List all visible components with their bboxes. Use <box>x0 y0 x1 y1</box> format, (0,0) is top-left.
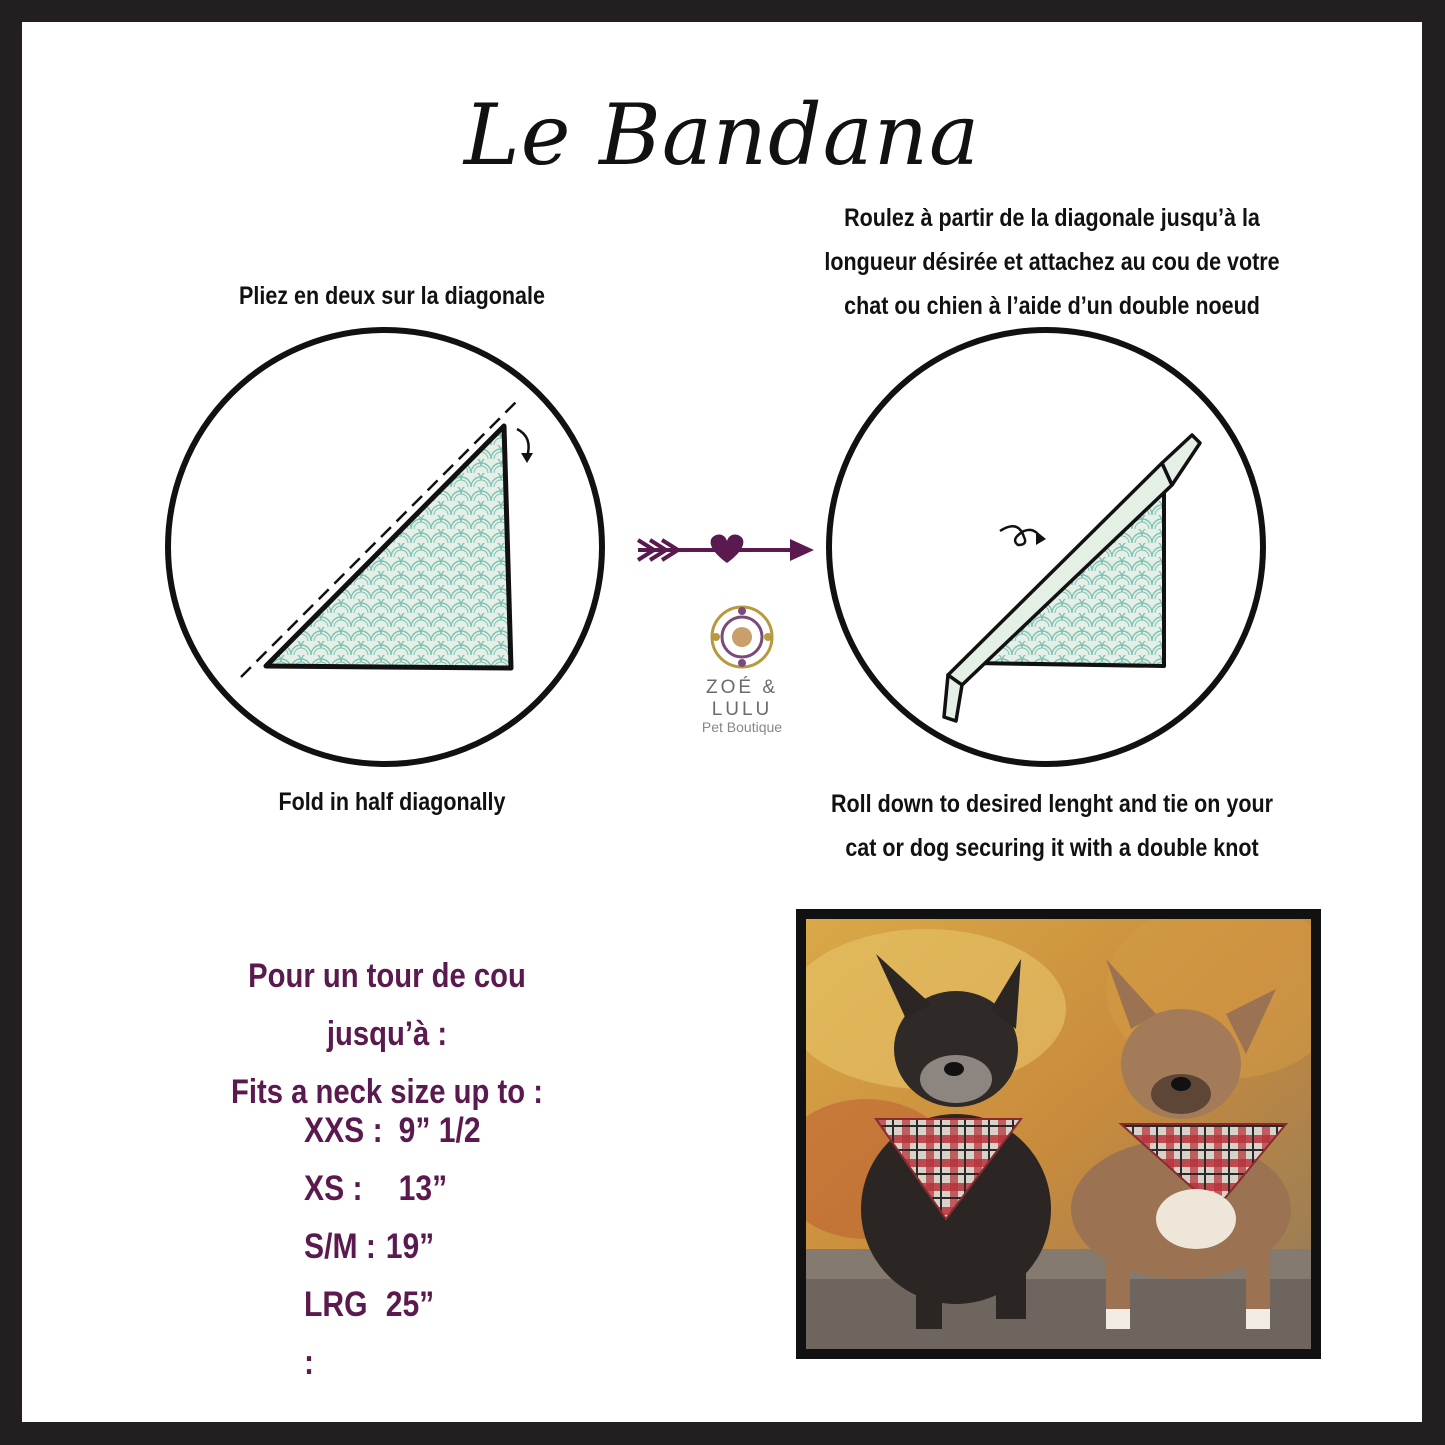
step1-circle <box>165 327 605 767</box>
size-label: S/M : <box>304 1227 376 1266</box>
step2-caption-fr-line: chat ou chien à l’aide d’un double noeud <box>844 292 1260 320</box>
neck-heading-en: Fits a neck size up to : <box>231 1073 543 1111</box>
page-title: Le Bandana <box>463 86 981 184</box>
size-value: 19” <box>385 1227 435 1266</box>
curved-arrow-icon <box>517 429 533 463</box>
heart-arrow-icon <box>630 525 820 575</box>
neck-heading-fr: Pour un tour de cou jusqu’à : <box>248 957 526 1053</box>
photo-frame <box>796 909 1321 1359</box>
size-label: XS : <box>304 1169 363 1208</box>
step2-caption-fr-line: longueur désirée et attachez au cou de votre <box>824 248 1280 276</box>
rolled-bandana-illustration <box>832 333 1260 761</box>
size-value: 25” <box>385 1285 435 1324</box>
step2-circle <box>826 327 1266 767</box>
step2-caption-en-line: cat or dog securing it with a double knot <box>845 834 1259 862</box>
size-row <box>304 1218 481 1276</box>
step2-caption-fr-line: Roulez à partir de la diagonale jusqu’à la <box>844 204 1260 232</box>
step2-caption-en <box>820 782 1284 870</box>
size-label: LRG : <box>304 1285 368 1382</box>
brand-logo <box>672 602 812 735</box>
size-list <box>304 1102 481 1392</box>
step2-caption-fr <box>820 196 1284 328</box>
step1-caption-en: Fold in half diagonally <box>278 788 506 816</box>
step1-caption-fr: Pliez en deux sur la diagonale <box>239 282 545 310</box>
curved-arrow-icon <box>1000 526 1046 545</box>
neck-heading <box>194 947 581 1121</box>
size-value: 9” 1/2 <box>398 1111 481 1150</box>
step2-caption-en-line: Roll down to desired lenght and tie on your <box>831 790 1273 818</box>
folded-bandana-illustration <box>171 333 599 761</box>
instruction-card <box>22 22 1422 1422</box>
size-row <box>304 1276 481 1392</box>
size-label: XXS : <box>304 1111 383 1150</box>
size-row <box>304 1102 481 1160</box>
dogs-photo-illustration <box>806 919 1311 1349</box>
logo-emblem-icon <box>707 602 777 672</box>
size-row <box>304 1160 481 1218</box>
dogs-photo <box>806 919 1311 1349</box>
logo-name: ZOÉ & LULU <box>705 677 778 720</box>
size-value: 13” <box>398 1169 448 1208</box>
logo-subtitle: Pet Boutique <box>701 719 783 735</box>
